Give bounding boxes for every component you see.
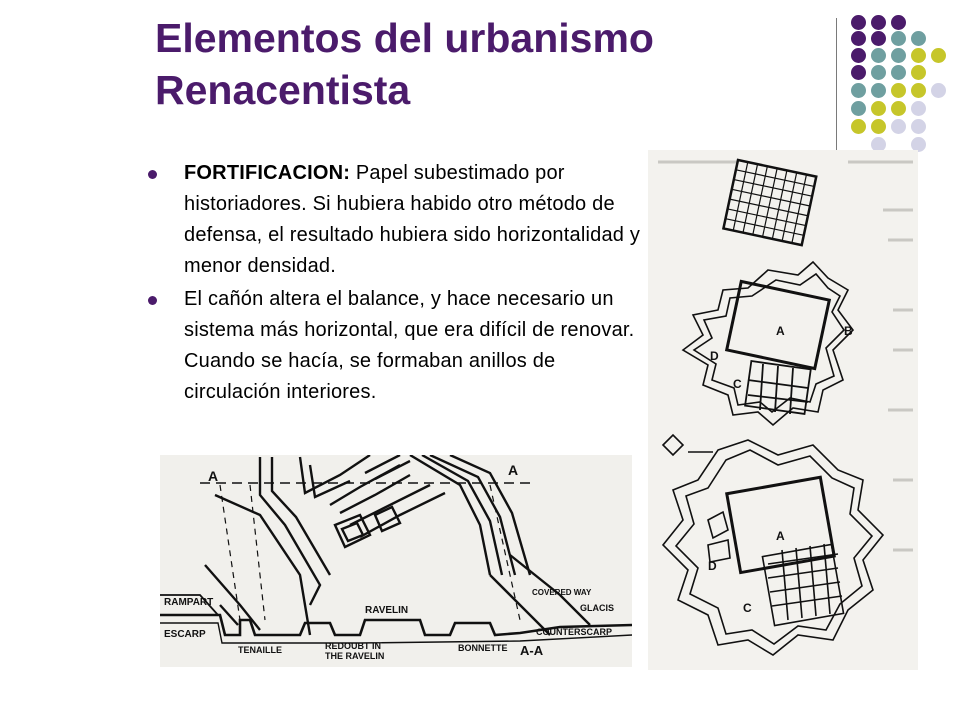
dot xyxy=(911,65,926,80)
dot xyxy=(891,83,906,98)
bullet-marker xyxy=(148,296,157,305)
dot xyxy=(891,65,906,80)
dot xyxy=(911,83,926,98)
title-line-1: Elementos del urbanismo xyxy=(155,15,654,61)
dot xyxy=(851,101,866,116)
label-tenaille: TENAILLE xyxy=(238,645,282,655)
bullet-item xyxy=(142,284,642,408)
label-redoubt-2: THE RAVELIN xyxy=(325,651,385,661)
dot xyxy=(871,101,886,116)
dot xyxy=(891,101,906,116)
label-covered-way: COVERED WAY xyxy=(532,588,592,597)
plans-svg xyxy=(648,150,918,670)
plan-label-a2: A xyxy=(776,529,785,543)
label-a-left: A xyxy=(208,468,219,484)
fortified-city-plans-drawing xyxy=(648,150,918,670)
plan-label-c2: C xyxy=(743,601,752,615)
label-section-aa: A-A xyxy=(520,643,544,658)
label-ravelin: RAVELIN xyxy=(365,605,409,616)
dot xyxy=(851,119,866,134)
dot xyxy=(871,65,886,80)
dot xyxy=(871,15,886,30)
label-counterscarp: COUNTERSCARP xyxy=(536,627,613,637)
label-escarp: ESCARP xyxy=(164,629,206,640)
dot xyxy=(871,48,886,63)
dot xyxy=(871,83,886,98)
dot xyxy=(911,48,926,63)
decorative-dot-grid xyxy=(0,0,960,160)
bullet-bold-text: FORTIFICACION: xyxy=(184,162,351,184)
section-svg xyxy=(160,455,632,667)
dot xyxy=(911,101,926,116)
bullet-marker xyxy=(148,170,157,179)
plan-label-a1: A xyxy=(776,324,785,338)
dot xyxy=(851,31,866,46)
dot xyxy=(851,83,866,98)
bullet-item xyxy=(142,158,642,282)
label-glacis: GLACIS xyxy=(580,603,615,613)
plan-label-b1: B xyxy=(844,324,853,338)
plan-label-d1: D xyxy=(710,349,719,363)
dot xyxy=(891,119,906,134)
dot xyxy=(871,119,886,134)
bullet-text: El cañón altera el balance, y hace necesario un sistema más horizontal, que era difícil de renovar. Cuando se hacía, se formaban anillos de circulación interiores. xyxy=(184,288,635,403)
dot xyxy=(851,48,866,63)
plan-label-c1: C xyxy=(733,377,742,391)
dot xyxy=(911,31,926,46)
plan-label-d2: D xyxy=(708,559,717,573)
dot xyxy=(891,48,906,63)
dot xyxy=(931,83,946,98)
title-line-2: Renacentista xyxy=(155,67,411,113)
dot xyxy=(911,119,926,134)
label-rampart: RAMPART xyxy=(164,597,214,608)
dot xyxy=(891,31,906,46)
label-bonnette: BONNETTE xyxy=(458,643,508,653)
bullet-text: Papel subestimado por historiadores. Si hubiera habido otro método de defensa, el resultado hubiera sido horizontalidad y menor densidad. xyxy=(184,162,641,277)
label-redoubt: REDOUBT IN xyxy=(325,641,381,651)
dot xyxy=(871,31,886,46)
label-a-right: A xyxy=(508,462,519,478)
bullet-list xyxy=(142,158,642,410)
dot xyxy=(851,15,866,30)
dot xyxy=(851,65,866,80)
dot xyxy=(891,15,906,30)
dot xyxy=(931,48,946,63)
fortification-section-drawing xyxy=(160,455,632,667)
